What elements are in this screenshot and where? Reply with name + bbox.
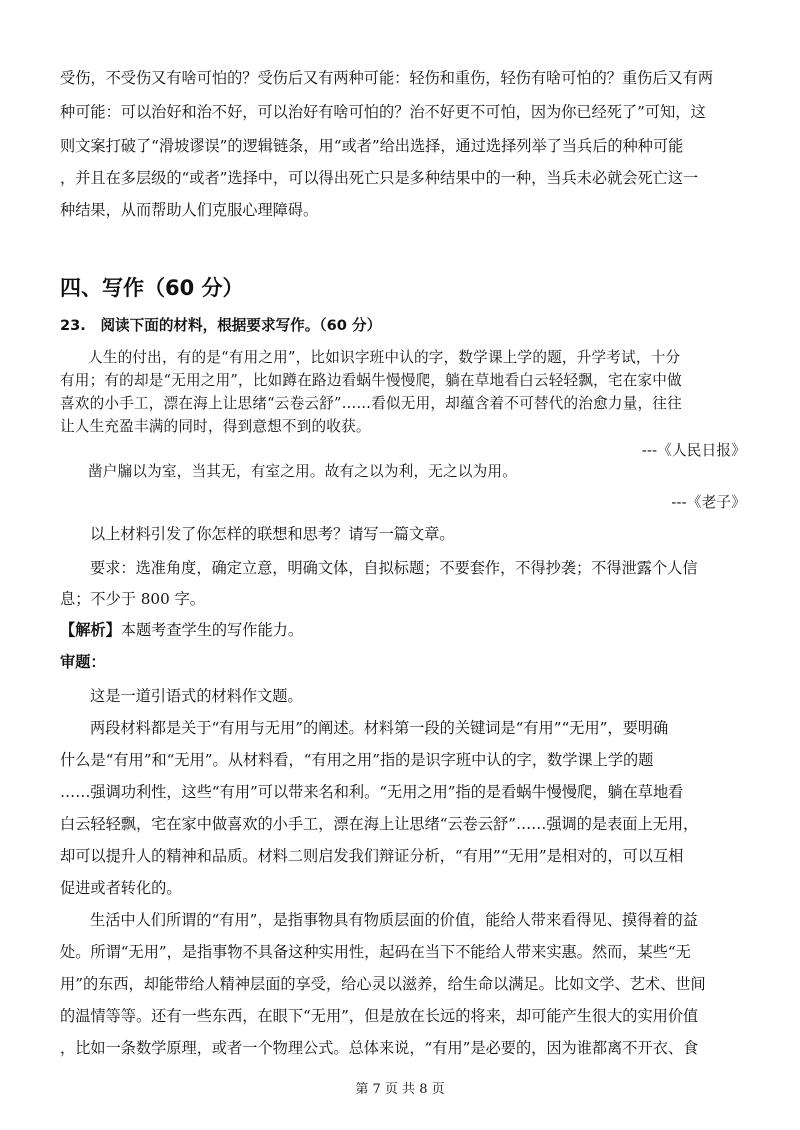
text-line: 促进或者转化的。 bbox=[60, 879, 182, 897]
material-line: 人生的付出，有的是“有用之用”，比如识字班中认的字，数学课上学的题，升学考试，十分 bbox=[88, 349, 681, 366]
text-line: 种可能：可以治好和治不好，可以治好有啥可怕的？治不好更不可怕，因为你已经死了”可知，这 bbox=[60, 103, 706, 121]
text-line: ，并且在多层级的“或者”选择中，可以得出死亡只是多种结果中的一种，当兵未必就会死亡这一 bbox=[60, 169, 699, 187]
requirement-line: 息；不少于 800 字。 bbox=[60, 590, 205, 608]
section-title: 四、写作（60 分） bbox=[60, 276, 244, 300]
requirement-line: 要求：选准角度，确定立意，明确文体，自拟标题；不要套作，不得抄袭；不得泄露个人信 bbox=[90, 559, 698, 577]
page-footer: 第 7 页 共 8 页 bbox=[355, 1082, 445, 1097]
analysis-text: 本题考查学生的写作能力。 bbox=[120, 621, 303, 639]
text-line: 处。所谓“无用”，是指事物不具备这种实用性，起码在当下不能给人带来实惠。然而，某些“无 bbox=[60, 943, 691, 961]
text-line: 用”的东西，却能带给人精神层面的享受，给心灵以滋养，给生命以满足。比如文学、艺术、世间 bbox=[60, 975, 706, 993]
text-line: ，比如一条数学原理，或者一个物理公式。总体来说，“有用”是必要的，因为谁都离不开衣、食 bbox=[60, 1039, 699, 1057]
material-source: ---《人民日报》 bbox=[641, 442, 746, 459]
question-title: 23. 阅读下面的材料，根据要求写作。（60 分） bbox=[60, 317, 382, 334]
material-line: 有用；有的却是“无用之用”，比如蹲在路边看蜗牛慢慢爬，躺在草地看白云轻轻飘，宅在家中做 bbox=[60, 372, 682, 389]
text-line: ……强调功利性，这些“有用”可以带来名和利。“无用之用”指的是看蜗牛慢慢爬，躺在草地看 bbox=[60, 783, 684, 801]
text-line: 则文案打破了“滑坡谬误”的逻辑链条，用“或者”给出选择，通过选择列举了当兵后的种种可能 bbox=[60, 137, 684, 155]
text-line: 两段材料都是关于“有用与无用”的阐述。材料第一段的关键词是“有用”“无用”，要明确 bbox=[90, 719, 669, 737]
text-line: 种结果，从而帮助人们克服心理障碍。 bbox=[60, 201, 319, 219]
text-line: 却可以提升人的精神和品质。材料二则启发我们辩证分析，“有用”“无用”是相对的，可以互相 bbox=[60, 847, 684, 865]
material-line: 凿户牖以为室，当其无，有室之用。故有之以为利，无之以为用。 bbox=[88, 463, 518, 480]
analysis-label: 【解析】 bbox=[60, 621, 121, 639]
material-source: ---《老子》 bbox=[671, 494, 746, 511]
analysis-line bbox=[60, 620, 750, 640]
text-line: 受伤，不受伤又有啥可怕的？受伤后又有两种可能：轻伤和重伤，轻伤有啥可怕的？重伤后又有两 bbox=[60, 69, 714, 87]
material-line: 喜欢的小手工，漂在海上让思绪“云卷云舒”……看似无用，却蕴含着不可替代的治愈力量，往往 bbox=[60, 395, 682, 412]
text-line: 白云轻轻飘，宅在家中做喜欢的小手工，漂在海上让思绪“云卷云舒”……强调的是表面上无用， bbox=[60, 815, 699, 833]
review-label: 审题： bbox=[60, 653, 106, 671]
text-line: 生活中人们所谓的“有用”，是指事物具有物质层面的价值，能给人带来看得见、摸得着的益 bbox=[90, 911, 698, 929]
text-line: 什么是“有用”和“无用”。从材料看，“有用之用”指的是识字班中认的字，数学课上学的题 bbox=[60, 751, 654, 769]
writing-prompt: 以上材料引发了你怎样的联想和思考？请写一篇文章。 bbox=[90, 525, 455, 543]
material-line: 让人生充盈丰满的同时，得到意想不到的收获。 bbox=[60, 418, 371, 435]
text-line: 的温情等等。还有一些东西，在眼下“无用”，但是放在长远的将来，却可能产生很大的实用价值 bbox=[60, 1007, 699, 1025]
text-line: 这是一道引语式的材料作文题。 bbox=[90, 687, 303, 705]
